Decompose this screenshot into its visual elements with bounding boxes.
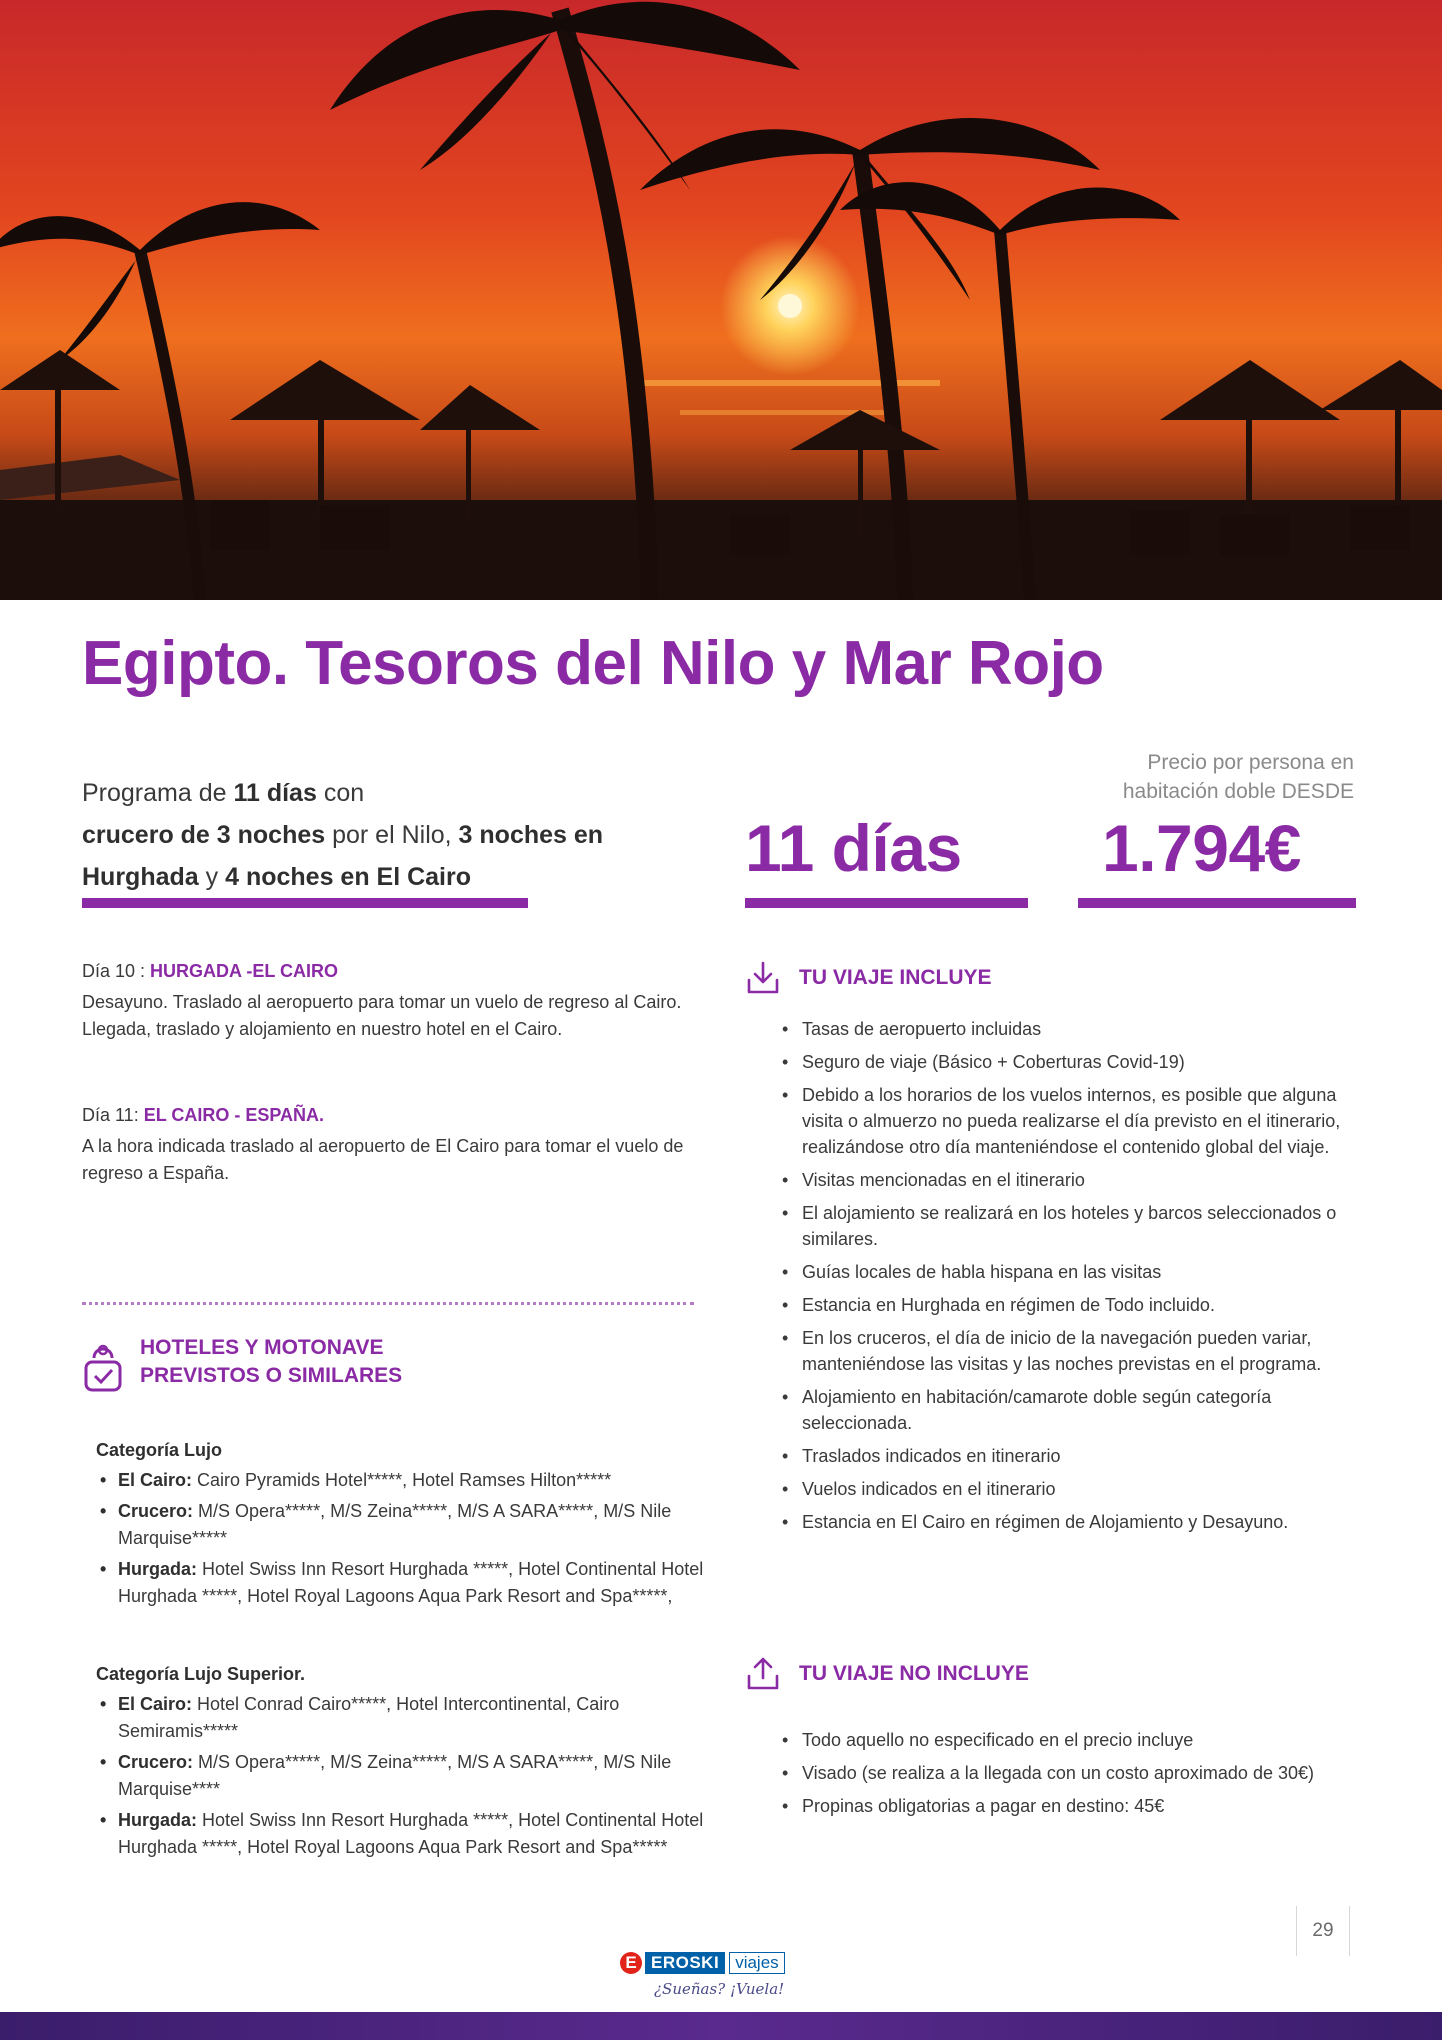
hotel-location: Hurgada: [118, 1559, 198, 1579]
hotel-list [96, 1467, 706, 1610]
itinerary-text: Desayuno. Traslado al aeropuerto para tomar un vuelo de regreso al Cairo. Llegada, traslado y alojamiento en nuestro hotel en el Cairo. [82, 992, 682, 1039]
list-item: • Visado (se realiza a la llegada con un costo aproximado de 30€) [778, 1760, 1354, 1786]
hotel-names: Cairo Pyramids Hotel*****, Hotel Ramses Hilton***** [192, 1470, 612, 1490]
includes-heading-text: TU VIAJE INCLUYE [799, 966, 992, 989]
itinerary-day-label: Día 10 : [82, 961, 151, 981]
logo-slogan: ¿Sueñas? ¡Vuela! [654, 1980, 785, 1998]
hotels-heading-text [140, 1334, 540, 1390]
price-value: 1.794€ [1102, 811, 1301, 885]
hotels-heading-line: HOTELES Y MOTONAVE [140, 1336, 384, 1359]
list-item: • Estancia en Hurghada en régimen de Todo incluido. [778, 1292, 1354, 1318]
hotel-category [96, 1664, 706, 1865]
price-note [1014, 748, 1354, 806]
program-cairo: 4 noches en El Cairo [225, 863, 472, 891]
itinerary-day [82, 1102, 694, 1187]
program-text: por el Nilo, [325, 821, 459, 849]
excludes-list [778, 1727, 1354, 1826]
hotel-names: Hotel Conrad Cairo*****, Hotel Intercontinental, Cairo Semiramis***** [118, 1694, 620, 1741]
eroski-viajes-logo [620, 1950, 830, 2004]
list-item [96, 1749, 706, 1803]
itinerary-day [82, 958, 694, 1043]
list-item: • Guías locales de habla hispana en las visitas [778, 1259, 1354, 1285]
logo-brand [620, 1950, 785, 1976]
list-item: • Tasas de aeropuerto incluidas [778, 1016, 1354, 1042]
hotel-names: M/S Opera*****, M/S Zeina*****, M/S A SARA*****, M/S Nile Marquise**** [118, 1752, 672, 1799]
includes-list [778, 1016, 1354, 1542]
list-item [96, 1498, 706, 1552]
program-underline [82, 898, 528, 908]
itinerary-route: HURGADA -EL CAIRO [150, 961, 339, 981]
itinerary-day-header [82, 958, 694, 985]
hotel-category-title: Categoría Lujo [96, 1440, 223, 1460]
logo-eroski: EROSKI [645, 1952, 725, 1974]
price-note-line: Precio por persona en [1147, 751, 1354, 774]
hotel-location: Crucero: [118, 1752, 194, 1772]
hotel-list [96, 1691, 706, 1861]
download-arrow-icon [745, 960, 781, 996]
program-text: y [198, 863, 226, 891]
sunset-beach-photo [0, 0, 1442, 600]
list-item: • Estancia en El Cairo en régimen de Alojamiento y Desayuno. [778, 1509, 1354, 1535]
hotel-location: El Cairo: [118, 1470, 193, 1490]
list-item: • Vuelos indicados en el itinerario [778, 1476, 1354, 1502]
program-text: Programa de [82, 779, 234, 807]
list-item: • Traslados indicados en itinerario [778, 1443, 1354, 1469]
list-item: • El alojamiento se realizará en los hoteles y barcos seleccionados o similares. [778, 1200, 1354, 1252]
itinerary-text: A la hora indicada traslado al aeropuerto de El Cairo para tomar el vuelo de regreso a España. [82, 1136, 684, 1183]
list-item: • Propinas obligatorias a pagar en destino: 45€ [778, 1793, 1354, 1819]
hotel-category-title: Categoría Lujo Superior. [96, 1664, 306, 1684]
hotels-heading-line: PREVISTOS O SIMILARES [140, 1364, 403, 1387]
list-item: • En los cruceros, el día de inicio de la navegación pueden variar, manteniéndose las visitas y las noches previstas en el programa. [778, 1325, 1354, 1377]
hotel-names: Hotel Swiss Inn Resort Hurghada *****, Hotel Continental Hotel Hurghada *****, Hotel Royal Lagoons Aqua Park Resort and Spa***** [118, 1810, 704, 1857]
hotel-location: Crucero: [118, 1501, 194, 1521]
list-item [96, 1807, 706, 1861]
program-text: con [316, 779, 365, 807]
page-title: Egipto. Tesoros del Nilo y Mar Rojo [82, 629, 1104, 698]
hero-image [0, 0, 1442, 600]
list-item: • Todo aquello no especificado en el precio incluye [778, 1727, 1354, 1753]
price-note-line: habitación doble DESDE [1122, 780, 1354, 803]
upload-arrow-icon [745, 1656, 781, 1692]
list-item: • Visitas mencionadas en el itinerario [778, 1167, 1354, 1193]
duration-underline [745, 898, 1028, 908]
itinerary-route: EL CAIRO - ESPAÑA. [143, 1105, 325, 1125]
hotel-category [96, 1440, 706, 1614]
itinerary-day-label: Día 11: [82, 1105, 144, 1125]
page-number: 29 [1296, 1906, 1350, 1956]
hotel-location: El Cairo: [118, 1694, 193, 1714]
list-item: • Debido a los horarios de los vuelos internos, es posible que alguna visita o almuerzo no pueda realizarse el día previsto en el itinerario, realizándose otro día manteniéndose el contenido global del viaje. [778, 1082, 1354, 1160]
list-item: • Seguro de viaje (Básico + Coberturas Covid-19) [778, 1049, 1354, 1075]
itinerary-day-header [82, 1102, 694, 1129]
program-hurghada: 3 noches en Hurghada [82, 821, 604, 891]
list-item: • Alojamiento en habitación/camarote doble según categoría seleccionada. [778, 1384, 1354, 1436]
program-cruise: crucero de 3 noches [82, 821, 326, 849]
logo-viajes: viajes [729, 1952, 784, 1974]
hotel-location: Hurgada: [118, 1810, 198, 1830]
list-item [96, 1691, 706, 1745]
hotel-names: Hotel Swiss Inn Resort Hurghada *****, Hotel Continental Hotel Hurghada *****, Hotel Royal Lagoons Aqua Park Resort and Spa*****, [118, 1559, 704, 1606]
excludes-heading-text: TU VIAJE NO INCLUYE [799, 1662, 1029, 1685]
duration-value: 11 días [745, 811, 962, 885]
list-item [96, 1467, 706, 1494]
hotel-badge-icon [82, 1338, 124, 1394]
section-divider [82, 1302, 694, 1305]
footer-bar [0, 2012, 1442, 2040]
price-underline [1078, 898, 1356, 908]
list-item [96, 1556, 706, 1610]
program-summary [82, 772, 682, 898]
logo-e-icon: E [620, 1952, 642, 1974]
hotel-names: M/S Opera*****, M/S Zeina*****, M/S A SARA*****, M/S Nile Marquise***** [118, 1501, 672, 1548]
program-days: 11 días [233, 779, 317, 807]
